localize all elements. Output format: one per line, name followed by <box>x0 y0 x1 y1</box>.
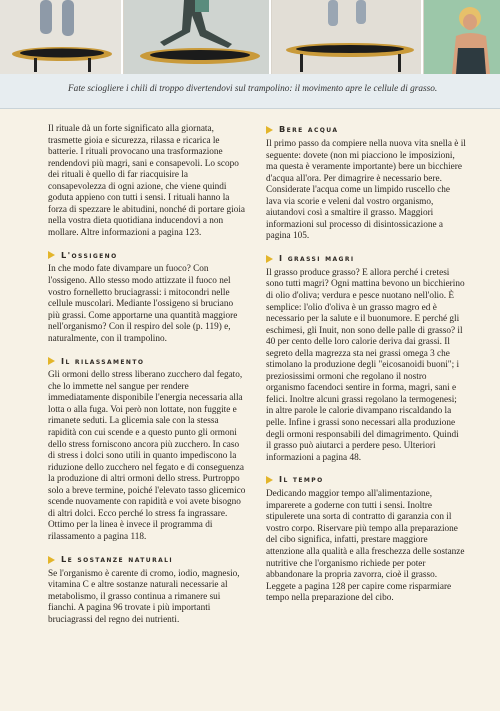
trampoline-photos <box>0 0 500 74</box>
intro-paragraph: Il rituale dà un forte significato alla giornata, trasmette gioia e sicurezza, rilassa e ricarica le batterie. I rituali provocano una trasformazione rendendovi più magri, sani e consapevoli. Lo scopo dei rituali è quello di far riacquisire la consapevolezza di ogni azione, che viene quindi goduta appieno con tutti i sensi. I rituali hanno la forza di spezzare le abitudini, nonché di portare gioia nella vostra dieta quotidiana inducendovi a non mollare. Altre informazioni a pagina 123. <box>48 124 245 238</box>
section-heading-ossigeno <box>48 249 246 261</box>
arrow-bullet-icon <box>48 556 55 564</box>
section-heading-grassi-magri <box>266 253 466 265</box>
section-heading-tempo <box>266 474 466 486</box>
arrow-bullet-icon <box>266 255 273 263</box>
right-column <box>266 124 466 605</box>
arrow-bullet-icon <box>266 126 273 134</box>
section-body: Se l'organismo è carente di cromo, iodio, magnesio, vitamina C e altre sostanze naturali necessarie al metabolismo, il grasso continua a rimanere sui fianchi. A pagina 96 trovate i più importanti bruciagrassi del regno dei nutrienti. <box>48 568 240 625</box>
section-title: I grassi magri <box>279 253 355 264</box>
section-title: Il rilassamento <box>61 355 145 366</box>
photo-caption: Fate sciogliere i chili di troppo divertendovi sul trampolino: il movimento apre le cellule di grasso. <box>68 84 438 94</box>
section-title: Le sostanze naturali <box>61 553 173 564</box>
section-body: Dedicando maggior tempo all'alimentazione, imparerete a goderne con tutti i sensi. Inoltre stipulerete una sorta di contratto di garanzia con il vostro corpo. Riservare più tempo alla preparazione del cibo significa, infatti, prestare maggiore attenzione alla qualità e alla freschezza delle sostanze nutritive che l'organismo richiede per poter abbandonare la propria zavorra, cioè il grasso. Leggete a pagina 128 per capire come risparmiare tempo nella preparazione del cibo. <box>266 489 465 604</box>
arrow-bullet-icon <box>266 476 273 484</box>
arrow-bullet-icon <box>48 251 55 259</box>
section-heading-sostanze-naturali <box>48 554 246 566</box>
photo-strip <box>0 0 500 74</box>
arrow-bullet-icon <box>48 357 55 365</box>
section-heading-bere-acqua <box>266 124 466 136</box>
section-body: In che modo fate divampare un fuoco? Con l'ossigeno. Allo stesso modo attizzate il fuoco nel vostro fornelletto bruciagrassi: i mitocondri nelle cellule muscolari. Mediante l'ossigeno si bruciano più grassi. Come apportarne una quantità maggiore nell'organismo? Con il respiro del sole (p. 119) e, naturalmente, con il trampolino. <box>48 264 238 344</box>
section-body: Il primo passo da compiere nella nuova vita snella è il seguente: dovete (non mi piacciono le imposizioni, ma questa è veramente importante) bere un bicchiere d'acqua all'ora. Per dimagrire è necessario bere. Considerate l'acqua come un limpido ruscello che lava via scorie e veleni dal vostro organismo, aiutandovi così a smaltire il grasso. Maggiori informazioni sul processo di disintossicazione a pagina 105. <box>266 139 466 242</box>
section-heading-rilassamento <box>48 355 246 367</box>
caption-band <box>0 74 500 109</box>
section-body: Il grasso produce grasso? E allora perché i cretesi sono tutti magri? Ogni mattina bevono un bicchierino di olio d'oliva; verdura e pesce nuotano nell'olio. È semplice: l'olio d'oliva è un grasso magro ed è necessario per la salute e il buonumore. E perché gli eschimesi, gli Inuit, non sono delle palle di grasso? il 40 per cento delle loro calorie deriva dai grassi. Il segreto della magrezza sta nei grassi omega 3 che stimolano la produzione degli "eicosanoidi buoni"; i preziosissimi ormoni che regolano il nostro organismo facendoci sentire in forma, magri, sani e felici. Inoltre alcuni grassi regolano la termogenesi; in altre parole le calorie divampano riscaldando la pelle. Infine i grassi sono necessari alla produzione degli ormoni responsabili del dimagrimento. Quindi il grasso può aiutarci a perdere peso. Ulteriori informazioni a pagina 48. <box>266 267 465 463</box>
left-column <box>48 124 246 626</box>
section-title: Il tempo <box>279 474 324 485</box>
section-body: Gli ormoni dello stress liberano zucchero dal fegato, che lo immette nel sangue per rendere immediatamente disponibile l'energia necessaria alla lotta o alla fuga. Voi però non lottate, non fuggite e rimanete seduti. La glicemia sale con la stessa rapidità con cui scende e a questo punto gli ormoni dello stress forniscono ancora più zucchero. In caso di stress i dolci sono utili in quanto impediscono la riduzione dello zucchero nel fegato e di conseguenza la produzione di altri ormoni dello stress. Purtroppo solo a breve termine, poiché l'elevato tasso glicemico scende nuovamente con rapidità e voi avete bisogno di altri dolci. Ecco perché lo stress fa ingrassare. Ottimo per la linea è invece il programma di rilassamento a pagina 118. <box>48 370 246 542</box>
section-title: Bere acqua <box>279 124 339 135</box>
section-title: L'ossigeno <box>61 249 118 260</box>
